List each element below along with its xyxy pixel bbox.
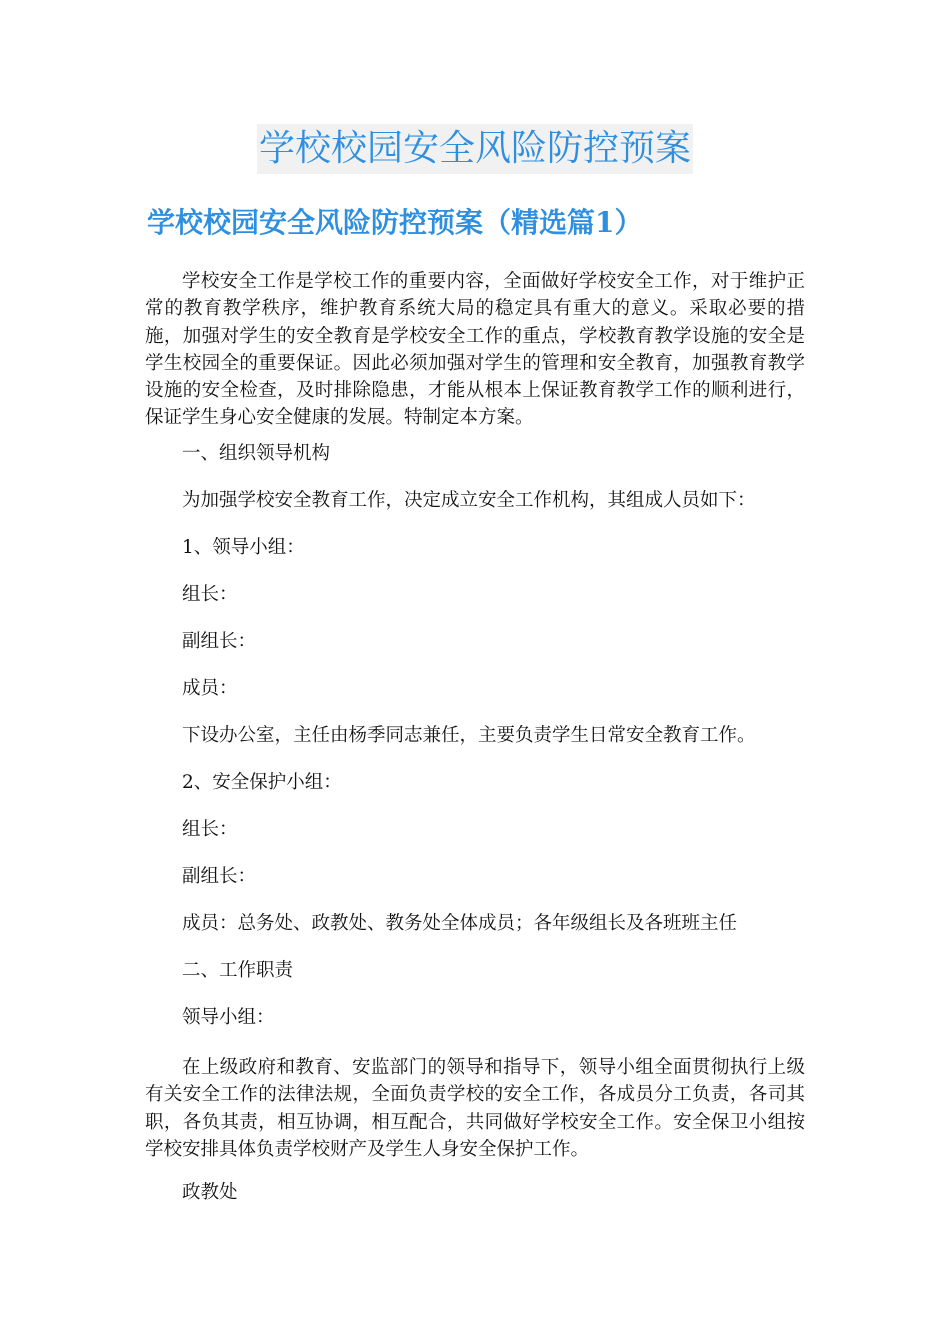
line-political-office: 政教处 — [182, 1182, 238, 1203]
line-deputy-leader: 副组长： — [182, 631, 257, 652]
line-safety-members: 成员：总务处、政教处、教务处全体成员；各年级组长及各班班主任 — [182, 913, 738, 934]
document-title — [0, 124, 950, 174]
line-safety-group: 2、安全保护小组： — [182, 772, 342, 793]
line-safety-deputy: 副组长： — [182, 866, 257, 887]
duty-paragraph: 在上级政府和教育、安监部门的领导和指导下，领导小组全面贯彻执行上级有关安全工作的法律法规，全面负责学校的安全工作，各成员分工负责，各司其职，各负其责，相互协调，相互配合，共同做好学校安全工作。安全保卫小组按学校安排具体负责学校财产及学生人身安全保护工作。 — [145, 1057, 805, 1160]
line-org-intro: 为加强学校安全教育工作，决定成立安全工作机构，其组成人员如下： — [182, 490, 756, 511]
line-office: 下设办公室，主任由杨季同志兼任，主要负责学生日常安全教育工作。 — [182, 725, 756, 746]
line-leader: 组长： — [182, 584, 238, 605]
section-heading: 学校校园安全风险防控预案（精选篇1） — [147, 206, 643, 239]
line-duties-leader-group: 领导小组： — [182, 1007, 275, 1028]
line-leader-group: 1、领导小组： — [182, 537, 305, 558]
line-duties-heading: 二、工作职责 — [182, 960, 294, 981]
intro-paragraph: 学校安全工作是学校工作的重要内容，全面做好学校安全工作，对于维护正常的教育教学秩序，维护教育系统大局的稳定具有重大的意义。采取必要的措施，加强对学生的安全教育是学校安全工作的重点，学校教育教学设施的安全是学生校园全的重要保证。因此必须加强对学生的管理和安全教育，加强教育教学设施的安全检查，及时排除隐患，才能从根本上保证教育教学工作的顺利进行，保证学生身心安全健康的发展。特制定本方案。 — [145, 271, 805, 429]
line-org-heading: 一、组织领导机构 — [182, 443, 331, 464]
line-safety-leader: 组长： — [182, 819, 238, 840]
line-members: 成员： — [182, 678, 238, 699]
document-title-text: 学校校园安全风险防控预案 — [257, 124, 693, 174]
